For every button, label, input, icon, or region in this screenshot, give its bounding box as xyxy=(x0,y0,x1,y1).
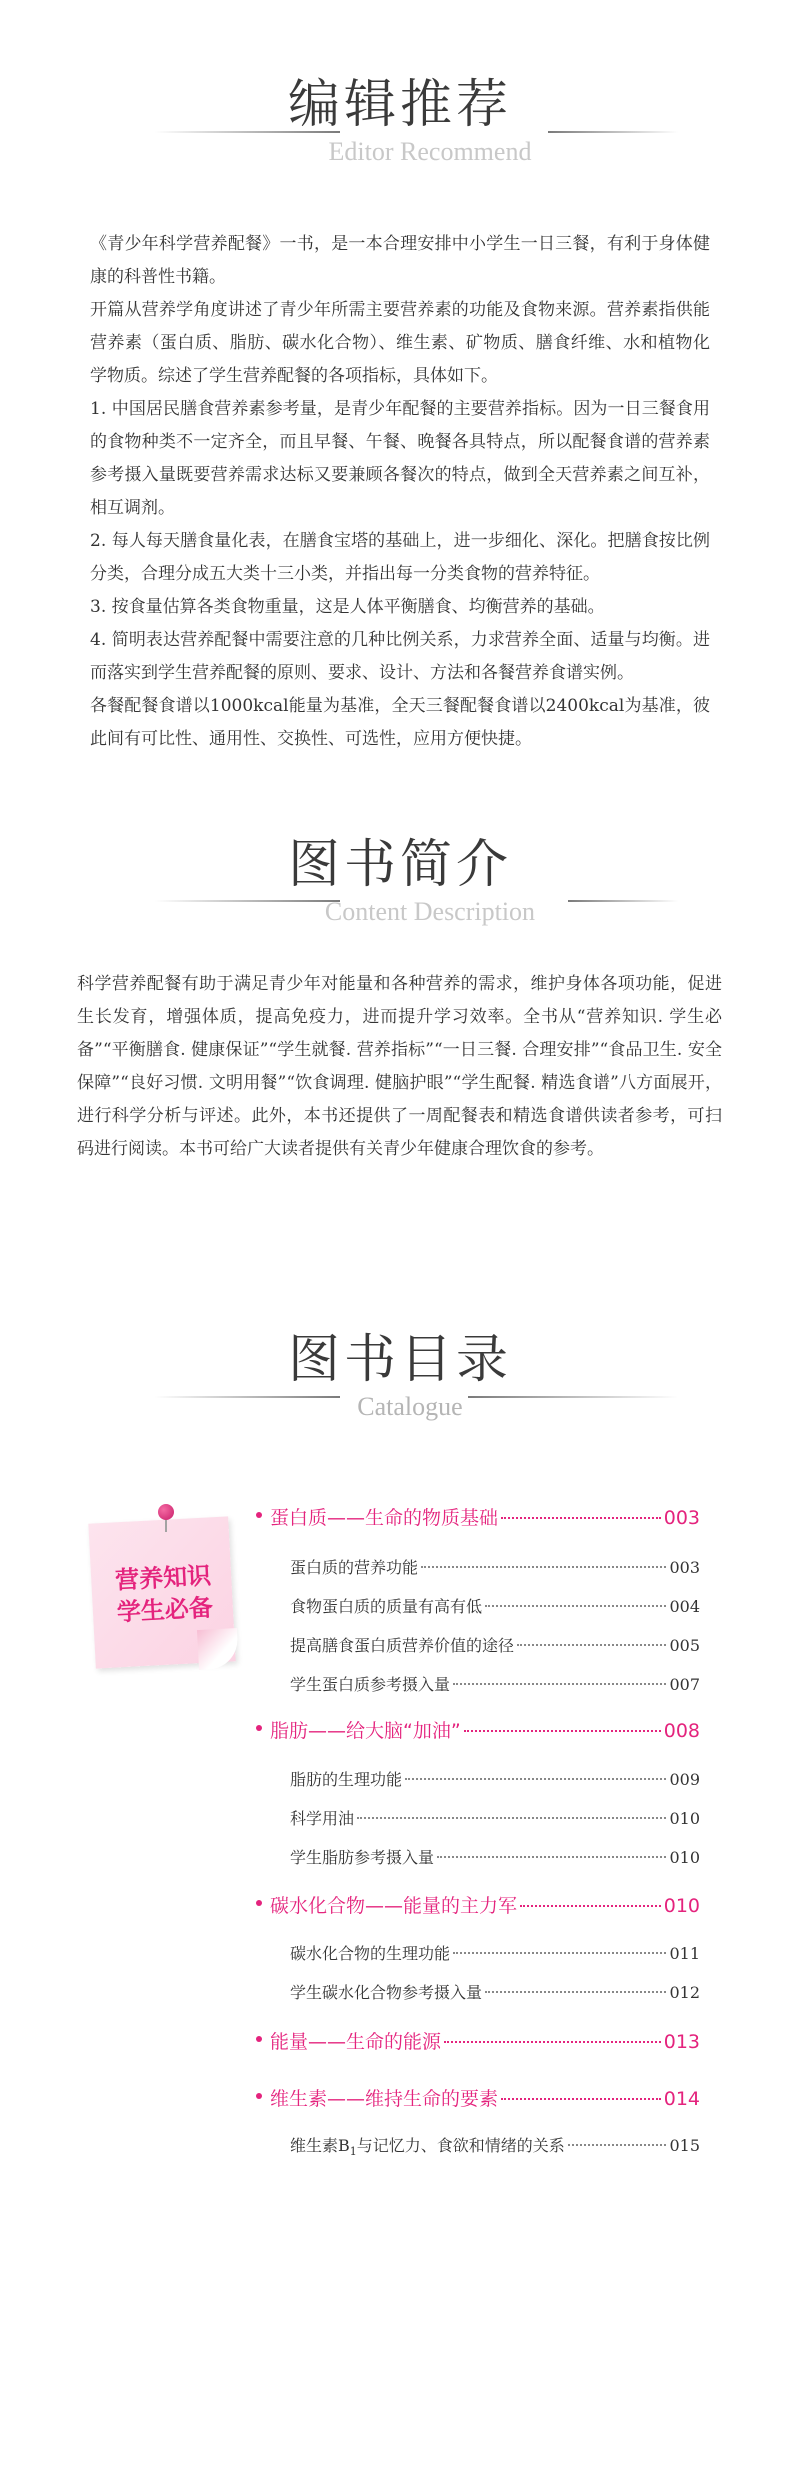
toc-item[interactable] xyxy=(290,1633,700,1656)
note-label xyxy=(100,1559,227,1629)
toc-item[interactable] xyxy=(290,1767,700,1790)
chapter-page: 008 xyxy=(663,1720,700,1742)
toc-item[interactable] xyxy=(290,1980,700,2003)
item-page: 015 xyxy=(669,2136,700,2155)
chapter-title: 蛋白质——生命的物质基础 xyxy=(270,1507,499,1529)
toc-item[interactable] xyxy=(290,1555,700,1578)
catalogue-title: 图书目录 xyxy=(287,1330,512,1390)
leader-dots xyxy=(485,1605,666,1607)
item-title-pre: 维生素B xyxy=(290,2136,350,2155)
item-title: 脂肪的生理功能 xyxy=(290,1770,403,1789)
editor-paragraph: 各餐配餐食谱以1000kcal能量为基准，全天三餐配餐食谱以2400kcal为基准，彼此间有可比性、通用性、交换性、可选性，应用方便快捷。 xyxy=(90,696,710,749)
item-page: 004 xyxy=(669,1597,700,1616)
toc-item[interactable] xyxy=(290,1941,700,1964)
chapter-page: 003 xyxy=(663,1507,700,1529)
bullet-icon xyxy=(256,1512,262,1518)
chapter-page: 014 xyxy=(663,2088,700,2110)
toc-item[interactable] xyxy=(290,1672,700,1695)
chapter-title: 碳水化合物——能量的主力军 xyxy=(270,1895,518,1917)
chapter-page: 010 xyxy=(663,1895,700,1917)
item-page: 009 xyxy=(669,1770,700,1789)
leader-dots xyxy=(405,1778,666,1780)
item-title: 学生碳水化合物参考摄入量 xyxy=(290,1983,483,2002)
pushpin-icon xyxy=(158,1504,174,1520)
leader-dots xyxy=(421,1566,666,1568)
pin-stem xyxy=(165,1518,167,1532)
item-page: 010 xyxy=(669,1809,700,1828)
content-body xyxy=(77,968,722,1166)
chapter-title: 维生素——维持生命的要素 xyxy=(270,2088,499,2110)
toc-chapter[interactable] xyxy=(270,1891,700,1918)
leader-dots xyxy=(485,1991,666,1993)
leader-dots xyxy=(520,1905,661,1907)
bullet-icon xyxy=(256,1725,262,1731)
item-title: 蛋白质的营养功能 xyxy=(290,1558,419,1577)
item-page: 011 xyxy=(669,1944,700,1963)
catalogue-header xyxy=(0,1330,800,1422)
chapter-title: 能量——生命的能源 xyxy=(270,2031,442,2053)
item-page: 003 xyxy=(669,1558,700,1577)
editor-paragraph: 《青少年科学营养配餐》一书，是一本合理安排中小学生一日三餐，有利于身体健康的科普性书籍。 xyxy=(90,234,710,287)
leader-dots xyxy=(568,2144,667,2146)
item-title: 科学用油 xyxy=(290,1809,355,1828)
leader-dots xyxy=(437,1856,666,1858)
sticky-note xyxy=(92,1510,242,1665)
leader-dots xyxy=(501,1517,661,1519)
item-title-post: 与记忆力、食欲和情绪的关系 xyxy=(356,2136,565,2155)
chapter-title: 脂肪——给大脑“加油” xyxy=(270,1720,461,1742)
leader-dots xyxy=(453,1952,666,1954)
note-line-2: 学生必备 xyxy=(116,1593,214,1627)
content-paragraph: 科学营养配餐有助于满足青少年对能量和各种营养的需求，维护身体各项功能，促进生长发育，增强体质，提高免疫力，进而提升学习效率。全书从“营养知识. 学生必备”“平衡膳食. 健康保证”“学生就餐. 营养指标”“一日三餐. 合理安排”“食品卫生. 安全保障”“良好习惯. 文明用餐”“饮食调理. 健脑护眼”“学生配餐. 精选食谱”八方面展开，进行科学分析与评述。此外，本书还提供了一周配餐表和精选食谱供读者参考，可扫码进行阅读。本书可给广大读者提供有关青少年健康合理饮食的参考。 xyxy=(77,974,722,1159)
editor-paragraph: 4. 简明表达营养配餐中需要注意的几种比例关系，力求营养全面、适量与均衡。进而落实到学生营养配餐的原则、要求、设计、方法和各餐营养食谱实例。 xyxy=(90,630,710,683)
editor-header xyxy=(0,75,800,167)
note-curl xyxy=(197,1628,239,1670)
leader-dots xyxy=(357,1817,666,1819)
content-title: 图书简介 xyxy=(287,835,512,895)
catalogue-subtitle: Catalogue xyxy=(357,1392,463,1421)
bullet-icon xyxy=(256,2093,262,2099)
toc-chapter[interactable] xyxy=(270,2027,700,2054)
item-title: 学生蛋白质参考摄入量 xyxy=(290,1675,451,1694)
toc-chapter[interactable] xyxy=(270,2084,700,2111)
bullet-icon xyxy=(256,2036,262,2042)
item-page: 010 xyxy=(669,1848,700,1867)
chapter-page: 013 xyxy=(663,2031,700,2053)
editor-paragraph: 3. 按食量估算各类食物重量，这是人体平衡膳食、均衡营养的基础。 xyxy=(90,597,605,617)
editor-subtitle: Editor Recommend xyxy=(328,137,532,166)
item-title: 提高膳食蛋白质营养价值的途径 xyxy=(290,1636,515,1655)
editor-paragraph: 2. 每人每天膳食量化表，在膳食宝塔的基础上，进一步细化、深化。把膳食按比例分类，合理分成五大类十三小类，并指出每一分类食物的营养特征。 xyxy=(90,531,710,584)
item-title xyxy=(290,2133,565,2158)
editor-paragraph: 开篇从营养学角度讲述了青少年所需主要营养素的功能及食物来源。营养素指供能营养素（蛋白质、脂肪、碳水化合物）、维生素、矿物质、膳食纤维、水和植物化学物质。综述了学生营养配餐的各项指标，具体如下。 xyxy=(90,300,710,386)
content-header xyxy=(0,835,800,927)
toc-chapter[interactable] xyxy=(270,1503,700,1530)
editor-paragraph: 1. 中国居民膳食营养素参考量，是青少年配餐的主要营养指标。因为一日三餐食用的食物种类不一定齐全，而且早餐、午餐、晚餐各具特点，所以配餐食谱的营养素参考摄入量既要营养需求达标又要兼顾各餐次的特点，做到全天营养素之间互补，相互调剂。 xyxy=(90,399,710,518)
toc-item[interactable] xyxy=(290,1594,700,1617)
item-page: 005 xyxy=(669,1636,700,1655)
item-title: 学生脂肪参考摄入量 xyxy=(290,1848,435,1867)
editor-body xyxy=(90,228,710,756)
leader-dots xyxy=(444,2041,661,2043)
leader-dots xyxy=(517,1644,666,1646)
toc-chapter[interactable] xyxy=(270,1716,700,1743)
content-subtitle: Content Description xyxy=(324,897,536,926)
leader-dots xyxy=(464,1730,661,1732)
note-line-1: 营养知识 xyxy=(114,1561,212,1595)
leader-dots xyxy=(501,2098,661,2100)
item-title: 碳水化合物的生理功能 xyxy=(290,1944,451,1963)
leader-dots xyxy=(453,1683,666,1685)
editor-title: 编辑推荐 xyxy=(287,75,512,135)
toc-item[interactable] xyxy=(290,2133,700,2158)
toc-item[interactable] xyxy=(290,1845,700,1868)
item-page: 007 xyxy=(669,1675,700,1694)
toc-item[interactable] xyxy=(290,1806,700,1829)
bullet-icon xyxy=(256,1900,262,1906)
item-page: 012 xyxy=(669,1983,700,2002)
item-title: 食物蛋白质的质量有高有低 xyxy=(290,1597,483,1616)
item-title-sub: 1 xyxy=(349,2145,357,2159)
